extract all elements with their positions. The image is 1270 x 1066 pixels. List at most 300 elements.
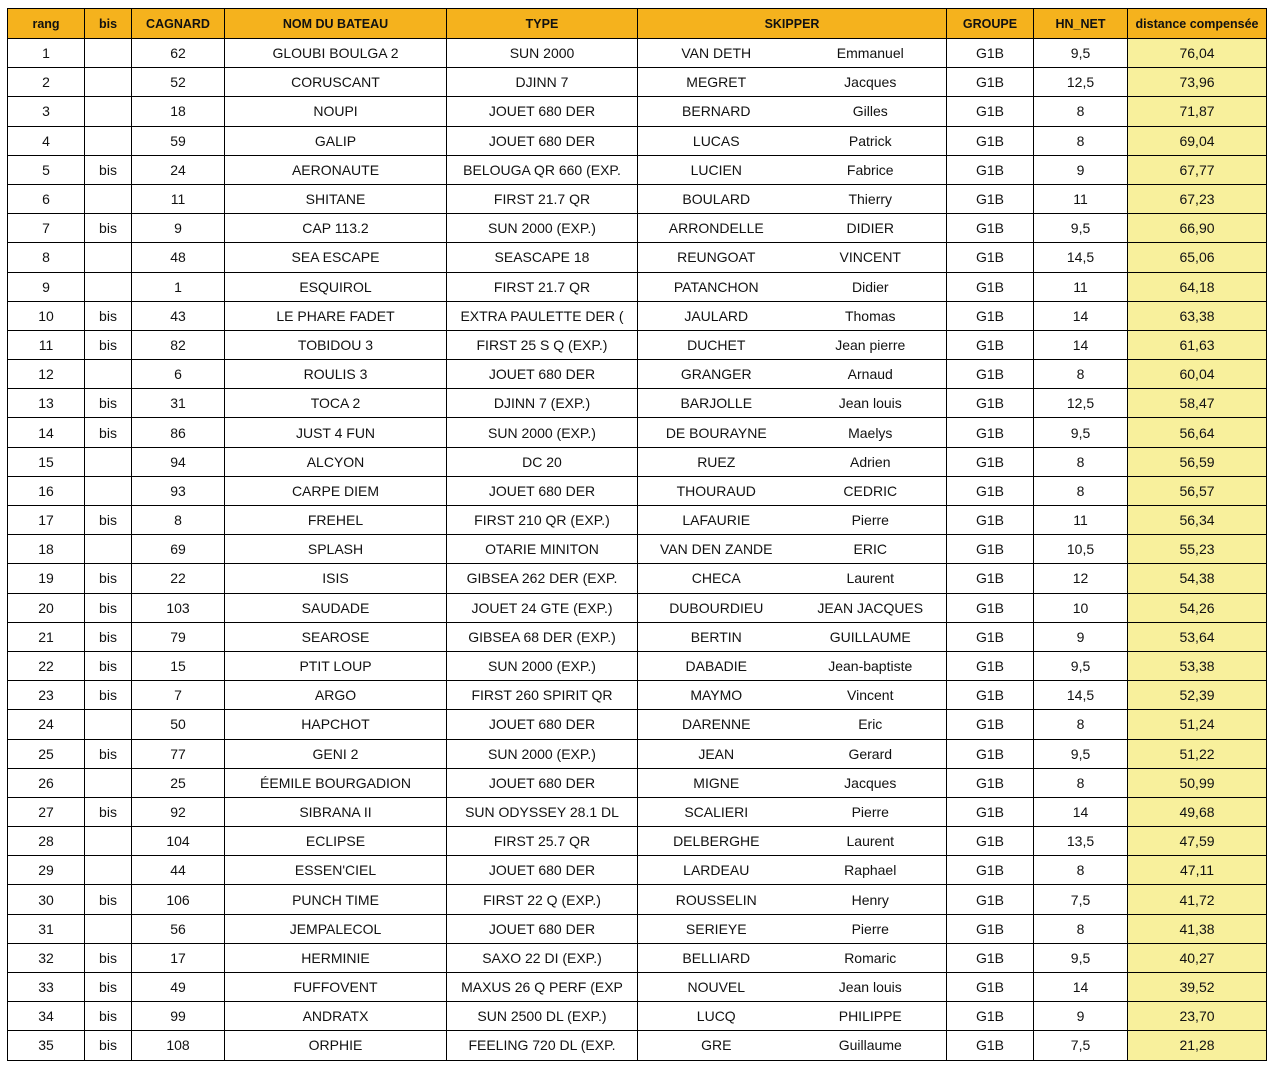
cell-distance: 21,28 (1128, 1031, 1267, 1060)
table-row[interactable] (8, 1002, 1267, 1031)
cell-distance: 54,26 (1128, 593, 1267, 622)
cell-nom-du-bateau: SEA ESCAPE (225, 243, 447, 272)
table-row[interactable] (8, 126, 1267, 155)
cell-rang: 6 (8, 184, 85, 213)
table-row[interactable] (8, 389, 1267, 418)
cell-cagnard: 56 (132, 914, 225, 943)
cell-type: FIRST 21.7 QR (447, 184, 638, 213)
cell-groupe: G1B (947, 593, 1034, 622)
cell-distance: 56,64 (1128, 418, 1267, 447)
cell-skipper-prenom: Jacques (795, 768, 947, 797)
cell-skipper-prenom: Pierre (795, 914, 947, 943)
cell-nom-du-bateau: SHITANE (225, 184, 447, 213)
header-rang[interactable]: rang (8, 9, 85, 39)
table-row[interactable] (8, 272, 1267, 301)
cell-type: JOUET 680 DER (447, 126, 638, 155)
cell-type: SUN 2000 (EXP.) (447, 214, 638, 243)
table-header (8, 9, 1267, 39)
cell-groupe: G1B (947, 447, 1034, 476)
cell-groupe: G1B (947, 330, 1034, 359)
table-row[interactable] (8, 155, 1267, 184)
cell-rang: 29 (8, 856, 85, 885)
cell-cagnard: 8 (132, 506, 225, 535)
cell-groupe: G1B (947, 301, 1034, 330)
cell-bis: bis (85, 622, 132, 651)
cell-rang: 3 (8, 97, 85, 126)
header-bis[interactable]: bis (85, 9, 132, 39)
cell-skipper-prenom: JEAN JACQUES (795, 593, 947, 622)
cell-distance: 58,47 (1128, 389, 1267, 418)
cell-nom-du-bateau: ISIS (225, 564, 447, 593)
cell-distance: 73,96 (1128, 68, 1267, 97)
cell-skipper-prenom: Arnaud (795, 360, 947, 389)
cell-skipper-nom: THOURAUD (638, 476, 795, 505)
cell-rang: 25 (8, 739, 85, 768)
table-row[interactable] (8, 593, 1267, 622)
cell-skipper-nom: MIGNE (638, 768, 795, 797)
cell-cagnard: 86 (132, 418, 225, 447)
cell-bis (85, 535, 132, 564)
cell-skipper-prenom: Eric (795, 710, 947, 739)
cell-rang: 2 (8, 68, 85, 97)
cell-rang: 32 (8, 943, 85, 972)
cell-hn-net: 12,5 (1034, 68, 1128, 97)
cell-skipper-prenom: ERIC (795, 535, 947, 564)
cell-skipper-nom: BERTIN (638, 622, 795, 651)
cell-distance: 41,38 (1128, 914, 1267, 943)
cell-cagnard: 6 (132, 360, 225, 389)
cell-type: SUN 2500 DL (EXP.) (447, 1002, 638, 1031)
cell-distance: 23,70 (1128, 1002, 1267, 1031)
cell-cagnard: 77 (132, 739, 225, 768)
cell-cagnard: 108 (132, 1031, 225, 1060)
cell-bis (85, 360, 132, 389)
table-row[interactable] (8, 214, 1267, 243)
cell-groupe: G1B (947, 476, 1034, 505)
cell-type: GIBSEA 68 DER (EXP.) (447, 622, 638, 651)
cell-skipper-nom: BERNARD (638, 97, 795, 126)
cell-skipper-nom: DABADIE (638, 651, 795, 680)
header-groupe[interactable]: GROUPE (947, 9, 1034, 39)
cell-groupe: G1B (947, 272, 1034, 301)
cell-hn-net: 7,5 (1034, 1031, 1128, 1060)
cell-skipper-prenom: Patrick (795, 126, 947, 155)
cell-hn-net: 9,5 (1034, 39, 1128, 68)
table-row[interactable] (8, 243, 1267, 272)
cell-hn-net: 9 (1034, 155, 1128, 184)
cell-cagnard: 104 (132, 827, 225, 856)
header-skipper[interactable]: SKIPPER (638, 9, 947, 39)
cell-nom-du-bateau: GENI 2 (225, 739, 447, 768)
cell-cagnard: 31 (132, 389, 225, 418)
cell-skipper-nom: NOUVEL (638, 973, 795, 1002)
cell-cagnard: 7 (132, 681, 225, 710)
cell-cagnard: 62 (132, 39, 225, 68)
cell-nom-du-bateau: ECLIPSE (225, 827, 447, 856)
cell-groupe: G1B (947, 243, 1034, 272)
cell-nom-du-bateau: ESSEN'CIEL (225, 856, 447, 885)
cell-groupe: G1B (947, 710, 1034, 739)
cell-bis (85, 184, 132, 213)
cell-skipper-prenom: Jean-baptiste (795, 651, 947, 680)
cell-rang: 17 (8, 506, 85, 535)
cell-cagnard: 48 (132, 243, 225, 272)
table-row[interactable] (8, 827, 1267, 856)
cell-skipper-prenom: Gerard (795, 739, 947, 768)
header-nom-du-bateau[interactable]: NOM DU BATEAU (225, 9, 447, 39)
cell-skipper-prenom: PHILIPPE (795, 1002, 947, 1031)
cell-hn-net: 8 (1034, 856, 1128, 885)
cell-rang: 11 (8, 330, 85, 359)
cell-nom-du-bateau: NOUPI (225, 97, 447, 126)
cell-type: JOUET 680 DER (447, 97, 638, 126)
cell-cagnard: 82 (132, 330, 225, 359)
cell-skipper-prenom: Romaric (795, 943, 947, 972)
table-row[interactable] (8, 739, 1267, 768)
cell-skipper-prenom: Raphael (795, 856, 947, 885)
cell-bis (85, 827, 132, 856)
cell-groupe: G1B (947, 1002, 1034, 1031)
cell-hn-net: 14 (1034, 301, 1128, 330)
cell-distance: 55,23 (1128, 535, 1267, 564)
cell-nom-du-bateau: JUST 4 FUN (225, 418, 447, 447)
cell-distance: 47,59 (1128, 827, 1267, 856)
cell-rang: 23 (8, 681, 85, 710)
cell-hn-net: 8 (1034, 768, 1128, 797)
cell-distance: 54,38 (1128, 564, 1267, 593)
cell-bis (85, 272, 132, 301)
cell-type: FIRST 21.7 QR (447, 272, 638, 301)
cell-bis (85, 126, 132, 155)
cell-distance: 60,04 (1128, 360, 1267, 389)
table-row[interactable] (8, 476, 1267, 505)
table-row[interactable] (8, 651, 1267, 680)
cell-rang: 30 (8, 885, 85, 914)
cell-distance: 41,72 (1128, 885, 1267, 914)
cell-nom-du-bateau: HAPCHOT (225, 710, 447, 739)
cell-bis: bis (85, 681, 132, 710)
cell-skipper-nom: LUCAS (638, 126, 795, 155)
cell-skipper-prenom: Fabrice (795, 155, 947, 184)
cell-hn-net: 9,5 (1034, 651, 1128, 680)
cell-skipper-prenom: VINCENT (795, 243, 947, 272)
cell-bis (85, 710, 132, 739)
cell-type: JOUET 680 DER (447, 856, 638, 885)
cell-hn-net: 14 (1034, 973, 1128, 1002)
cell-bis: bis (85, 973, 132, 1002)
cell-nom-du-bateau: ALCYON (225, 447, 447, 476)
cell-distance: 64,18 (1128, 272, 1267, 301)
table-row[interactable] (8, 418, 1267, 447)
cell-skipper-nom: DELBERGHE (638, 827, 795, 856)
header-type[interactable]: TYPE (447, 9, 638, 39)
cell-skipper-nom: ROUSSELIN (638, 885, 795, 914)
table-row[interactable] (8, 184, 1267, 213)
table-row[interactable] (8, 885, 1267, 914)
cell-type: FIRST 260 SPIRIT QR (447, 681, 638, 710)
cell-cagnard: 94 (132, 447, 225, 476)
table-row[interactable] (8, 447, 1267, 476)
cell-distance: 71,87 (1128, 97, 1267, 126)
cell-distance: 53,38 (1128, 651, 1267, 680)
cell-rang: 22 (8, 651, 85, 680)
cell-skipper-prenom: Pierre (795, 506, 947, 535)
cell-groupe: G1B (947, 768, 1034, 797)
cell-distance: 67,77 (1128, 155, 1267, 184)
cell-nom-du-bateau: ANDRATX (225, 1002, 447, 1031)
cell-nom-du-bateau: FREHEL (225, 506, 447, 535)
cell-type: SUN 2000 (EXP.) (447, 739, 638, 768)
cell-type: JOUET 680 DER (447, 710, 638, 739)
cell-nom-du-bateau: LE PHARE FADET (225, 301, 447, 330)
table-row[interactable] (8, 943, 1267, 972)
table-row[interactable] (8, 914, 1267, 943)
cell-hn-net: 14,5 (1034, 243, 1128, 272)
cell-rang: 31 (8, 914, 85, 943)
cell-groupe: G1B (947, 564, 1034, 593)
cell-distance: 67,23 (1128, 184, 1267, 213)
cell-groupe: G1B (947, 1031, 1034, 1060)
cell-distance: 47,11 (1128, 856, 1267, 885)
cell-nom-du-bateau: GALIP (225, 126, 447, 155)
cell-nom-du-bateau: SEAROSE (225, 622, 447, 651)
cell-cagnard: 25 (132, 768, 225, 797)
cell-skipper-nom: DUBOURDIEU (638, 593, 795, 622)
cell-rang: 7 (8, 214, 85, 243)
cell-groupe: G1B (947, 184, 1034, 213)
cell-cagnard: 106 (132, 885, 225, 914)
cell-skipper-nom: DE BOURAYNE (638, 418, 795, 447)
cell-rang: 35 (8, 1031, 85, 1060)
cell-hn-net: 11 (1034, 184, 1128, 213)
cell-cagnard: 69 (132, 535, 225, 564)
cell-distance: 49,68 (1128, 797, 1267, 826)
cell-type: FEELING 720 DL (EXP. (447, 1031, 638, 1060)
cell-cagnard: 15 (132, 651, 225, 680)
cell-cagnard: 92 (132, 797, 225, 826)
table-row[interactable] (8, 535, 1267, 564)
cell-hn-net: 8 (1034, 447, 1128, 476)
cell-type: FIRST 25.7 QR (447, 827, 638, 856)
cell-bis (85, 856, 132, 885)
cell-rang: 9 (8, 272, 85, 301)
cell-skipper-nom: MAYMO (638, 681, 795, 710)
cell-skipper-nom: SCALIERI (638, 797, 795, 826)
table-row[interactable] (8, 360, 1267, 389)
cell-rang: 4 (8, 126, 85, 155)
table-row[interactable] (8, 710, 1267, 739)
cell-nom-du-bateau: ORPHIE (225, 1031, 447, 1060)
cell-type: EXTRA PAULETTE DER ( (447, 301, 638, 330)
table-row[interactable] (8, 622, 1267, 651)
cell-skipper-prenom: Jacques (795, 68, 947, 97)
cell-bis: bis (85, 389, 132, 418)
table-row[interactable] (8, 68, 1267, 97)
cell-groupe: G1B (947, 389, 1034, 418)
cell-rang: 19 (8, 564, 85, 593)
cell-skipper-nom: LUCQ (638, 1002, 795, 1031)
cell-hn-net: 9,5 (1034, 739, 1128, 768)
cell-bis: bis (85, 564, 132, 593)
cell-rang: 26 (8, 768, 85, 797)
cell-cagnard: 43 (132, 301, 225, 330)
cell-type: BELOUGA QR 660 (EXP. (447, 155, 638, 184)
cell-rang: 24 (8, 710, 85, 739)
cell-skipper-prenom: Henry (795, 885, 947, 914)
cell-rang: 34 (8, 1002, 85, 1031)
cell-skipper-prenom: Thierry (795, 184, 947, 213)
cell-nom-du-bateau: SAUDADE (225, 593, 447, 622)
header-cagnard[interactable]: CAGNARD (132, 9, 225, 39)
cell-groupe: G1B (947, 856, 1034, 885)
cell-cagnard: 79 (132, 622, 225, 651)
cell-skipper-nom: VAN DETH (638, 39, 795, 68)
cell-hn-net: 8 (1034, 476, 1128, 505)
cell-rang: 5 (8, 155, 85, 184)
cell-nom-du-bateau: HERMINIE (225, 943, 447, 972)
cell-skipper-nom: BELLIARD (638, 943, 795, 972)
cell-type: JOUET 680 DER (447, 768, 638, 797)
cell-skipper-nom: RUEZ (638, 447, 795, 476)
cell-nom-du-bateau: AERONAUTE (225, 155, 447, 184)
cell-type: JOUET 680 DER (447, 476, 638, 505)
cell-hn-net: 14 (1034, 330, 1128, 359)
cell-skipper-prenom: Didier (795, 272, 947, 301)
cell-groupe: G1B (947, 68, 1034, 97)
table-row[interactable] (8, 330, 1267, 359)
cell-hn-net: 8 (1034, 914, 1128, 943)
cell-type: SUN ODYSSEY 28.1 DL (447, 797, 638, 826)
cell-nom-du-bateau: CAP 113.2 (225, 214, 447, 243)
cell-type: JOUET 680 DER (447, 360, 638, 389)
cell-groupe: G1B (947, 885, 1034, 914)
cell-groupe: G1B (947, 914, 1034, 943)
cell-distance: 52,39 (1128, 681, 1267, 710)
cell-nom-du-bateau: SPLASH (225, 535, 447, 564)
cell-groupe: G1B (947, 943, 1034, 972)
cell-bis (85, 39, 132, 68)
cell-skipper-prenom: Laurent (795, 564, 947, 593)
cell-groupe: G1B (947, 506, 1034, 535)
cell-skipper-prenom: Jean louis (795, 389, 947, 418)
cell-bis: bis (85, 739, 132, 768)
cell-bis: bis (85, 214, 132, 243)
cell-bis (85, 914, 132, 943)
cell-distance: 39,52 (1128, 973, 1267, 1002)
cell-cagnard: 44 (132, 856, 225, 885)
cell-hn-net: 10 (1034, 593, 1128, 622)
cell-type: SUN 2000 (447, 39, 638, 68)
cell-skipper-prenom: Laurent (795, 827, 947, 856)
cell-skipper-prenom: Guillaume (795, 1031, 947, 1060)
cell-bis: bis (85, 885, 132, 914)
cell-nom-du-bateau: TOCA 2 (225, 389, 447, 418)
table-row[interactable] (8, 39, 1267, 68)
cell-rang: 16 (8, 476, 85, 505)
cell-nom-du-bateau: ESQUIROL (225, 272, 447, 301)
cell-distance: 65,06 (1128, 243, 1267, 272)
cell-type: OTARIE MINITON (447, 535, 638, 564)
cell-groupe: G1B (947, 214, 1034, 243)
cell-skipper-prenom: Pierre (795, 797, 947, 826)
table-row[interactable] (8, 506, 1267, 535)
cell-distance: 56,59 (1128, 447, 1267, 476)
cell-cagnard: 103 (132, 593, 225, 622)
table-row[interactable] (8, 681, 1267, 710)
cell-cagnard: 49 (132, 973, 225, 1002)
table-row[interactable] (8, 973, 1267, 1002)
cell-skipper-prenom: Jean louis (795, 973, 947, 1002)
cell-skipper-nom: MEGRET (638, 68, 795, 97)
cell-distance: 51,24 (1128, 710, 1267, 739)
cell-distance: 53,64 (1128, 622, 1267, 651)
cell-groupe: G1B (947, 535, 1034, 564)
cell-distance: 76,04 (1128, 39, 1267, 68)
cell-skipper-prenom: Emmanuel (795, 39, 947, 68)
cell-type: JOUET 24 GTE (EXP.) (447, 593, 638, 622)
table-row[interactable] (8, 1031, 1267, 1060)
cell-hn-net: 13,5 (1034, 827, 1128, 856)
cell-groupe: G1B (947, 155, 1034, 184)
cell-type: SEASCAPE 18 (447, 243, 638, 272)
header-hn-net[interactable]: HN_NET (1034, 9, 1128, 39)
table-row[interactable] (8, 856, 1267, 885)
cell-nom-du-bateau: ÉEMILE BOURGADION (225, 768, 447, 797)
cell-rang: 20 (8, 593, 85, 622)
cell-cagnard: 99 (132, 1002, 225, 1031)
cell-bis: bis (85, 155, 132, 184)
cell-nom-du-bateau: SIBRANA II (225, 797, 447, 826)
cell-cagnard: 22 (132, 564, 225, 593)
cell-type: GIBSEA 262 DER (EXP. (447, 564, 638, 593)
cell-nom-du-bateau: JEMPALECOL (225, 914, 447, 943)
cell-nom-du-bateau: CORUSCANT (225, 68, 447, 97)
results-table (7, 8, 1267, 1061)
cell-skipper-prenom: Jean pierre (795, 330, 947, 359)
cell-bis (85, 97, 132, 126)
cell-type: DJINN 7 (447, 68, 638, 97)
cell-skipper-prenom: Maelys (795, 418, 947, 447)
cell-nom-du-bateau: ROULIS 3 (225, 360, 447, 389)
cell-nom-du-bateau: PTIT LOUP (225, 651, 447, 680)
table-row[interactable] (8, 564, 1267, 593)
cell-type: SUN 2000 (EXP.) (447, 651, 638, 680)
cell-nom-du-bateau: CARPE DIEM (225, 476, 447, 505)
cell-rang: 33 (8, 973, 85, 1002)
cell-hn-net: 8 (1034, 710, 1128, 739)
cell-cagnard: 24 (132, 155, 225, 184)
table-row[interactable] (8, 97, 1267, 126)
cell-skipper-nom: GRE (638, 1031, 795, 1060)
cell-skipper-nom: ARRONDELLE (638, 214, 795, 243)
cell-hn-net: 9,5 (1034, 943, 1128, 972)
table-row[interactable] (8, 797, 1267, 826)
cell-skipper-prenom: Adrien (795, 447, 947, 476)
table-row[interactable] (8, 768, 1267, 797)
table-row[interactable] (8, 301, 1267, 330)
cell-distance: 63,38 (1128, 301, 1267, 330)
cell-groupe: G1B (947, 797, 1034, 826)
cell-distance: 69,04 (1128, 126, 1267, 155)
cell-skipper-nom: SERIEYE (638, 914, 795, 943)
cell-skipper-nom: LARDEAU (638, 856, 795, 885)
cell-type: JOUET 680 DER (447, 914, 638, 943)
header-distance[interactable]: distance compensée (1128, 9, 1267, 39)
cell-skipper-nom: JEAN (638, 739, 795, 768)
cell-bis (85, 243, 132, 272)
cell-hn-net: 11 (1034, 272, 1128, 301)
cell-hn-net: 9,5 (1034, 214, 1128, 243)
